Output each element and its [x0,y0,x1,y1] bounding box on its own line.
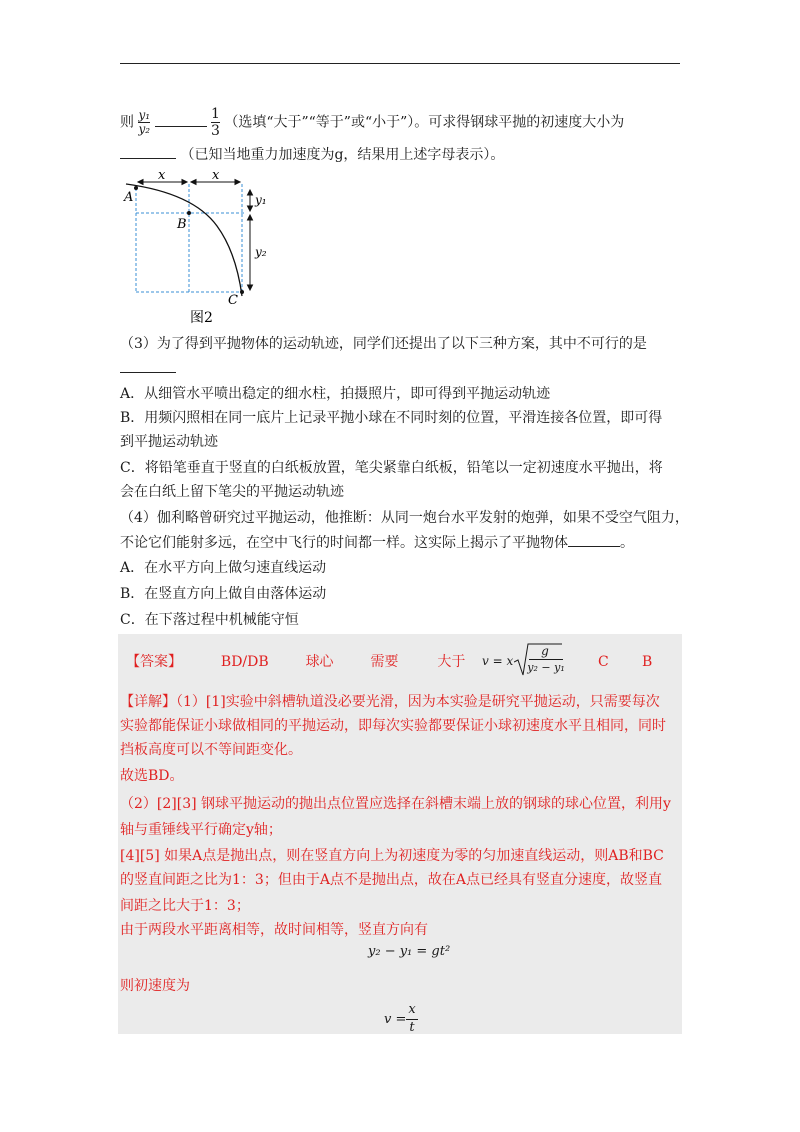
detail-p1b: 实验都能保证小球做相同的平抛运动，即每次实验都要保证小球初速度水平且相同，同时 [120,718,666,734]
answer-blank-1[interactable] [155,112,207,127]
arrow-head [248,206,253,211]
header-rule [120,63,680,64]
equation-1: y₂ − y₁ = gt² [368,944,451,959]
label-y2: y₂ [255,245,267,259]
q3-blank-line [120,358,176,379]
q2-line1 [120,106,624,139]
answer-row [126,652,465,672]
trajectory-figure [118,168,288,328]
detail-p4: 由于两段水平距离相等，故时间相等，竖直方向有 [120,922,428,938]
answer-6: C [598,654,609,670]
answer-blank-3[interactable] [120,358,176,373]
label-point-c: C [228,293,238,308]
label-point-a: A [124,190,134,205]
q4-stem-line1: （4）伽利略曾研究过平抛运动，他推断：从同一炮台水平发射的炮弹，如果不受空气阻力， [120,510,689,526]
detail-p3b: 的竖直间距之比为1：3；但由于A点不是抛出点，故在A点已经具有竖直分速度，故竖直 [120,872,663,888]
answer-3: 需要 [370,654,399,670]
label-x2: x [212,168,220,183]
answer-7: B [642,654,653,670]
one-third-fraction: $\frac{1}{3}$ [210,106,220,139]
arrow-head [182,180,187,185]
q3-option-c-line2: 会在白纸上留下笔尖的平抛运动轨迹 [120,484,344,500]
point-c-dot [240,290,244,294]
trajectory-curve [126,184,242,296]
q3-stem: （3）为了得到平抛物体的运动轨迹，同学们还提出了以下三种方案，其中不可行的是 [120,336,647,352]
q3-option-c-line1: C．将铅笔垂直于竖直的白纸板放置，笔尖紧靠白纸板，铅笔以一定初速度水平抛出，将 [120,460,663,476]
point-b-dot [187,211,191,215]
figure-caption: 图2 [190,310,213,326]
arrow-head [138,180,143,185]
arrow-head [248,285,253,290]
detail-p2b: 轴与重锤线平行确定y轴； [120,822,282,838]
detail-p5: 则初速度为 [120,978,190,994]
label-x1: x [158,168,166,183]
answer-1: BD/DB [220,654,269,670]
q2-prefix: 则 [120,114,134,131]
detail-p1c: 挡板高度可以不等间距变化。 [120,742,302,758]
detail-p3a: [4][5] 如果A点是抛出点，则在竖直方向上为初速度为零的匀加速直线运动，则AB和BC [120,848,664,864]
q3-option-b-line2: 到平抛运动轨迹 [120,434,218,450]
point-a-dot [134,186,138,190]
detail-p3c: 间距之比大于1：3； [120,898,250,914]
label-point-b: B [177,217,187,232]
q4-option-b: B．在竖直方向上做自由落体运动 [120,586,327,602]
q2-line2: （已知当地重力加速度为g，结果用上述字母表示）。 [120,144,504,165]
answer-blank-2[interactable] [120,144,176,159]
answer-4: 大于 [437,654,466,670]
q2-suffix: （选填“大于”“等于”或“小于”）。可求得钢球平抛的初速度大小为 [224,114,625,131]
arrow-head [248,190,253,195]
q3-option-a: A．从细管水平喷出稳定的细水柱，拍摄照片，即可得到平抛运动轨迹 [120,386,551,402]
detail-tag: 【详解】 [120,694,176,710]
ratio-fraction: $\frac{\text{y₁}}{\text{y₂}}$ [138,108,151,136]
detail-p1d: 故选BD。 [120,768,184,784]
answer-tag: 【答案】 [126,654,182,670]
detail-p2a: （2）[2][3] 钢球平抛运动的抛出点位置应选择在斜槽末端上放的钢球的球心位置，利用y [120,796,671,812]
arrow-head [248,215,253,220]
arrow-head [235,180,240,185]
q4-option-c: C．在下落过程中机械能守恒 [120,612,299,628]
q3-option-b-line1: B．用频闪照相在同一底片上记录平抛小球在不同时刻的位置，平滑连接各位置，即可得 [120,410,663,426]
arrow-head [191,180,196,185]
detail-p1a: 【详解】（1）[1]实验中斜槽轨道没必要光滑，因为本实验是研究平抛运动，只需要每次 [120,694,660,710]
q4-stem-line2: 不论它们能射多远，在空中飞行的时间都一样。这实际上揭示了平抛物体 。 [120,532,634,553]
answer-2: 球心 [305,654,334,670]
label-y1: y₁ [255,193,267,207]
answer-blank-4[interactable] [568,532,620,547]
q4-option-a: A．在水平方向上做匀速直线运动 [120,560,327,576]
